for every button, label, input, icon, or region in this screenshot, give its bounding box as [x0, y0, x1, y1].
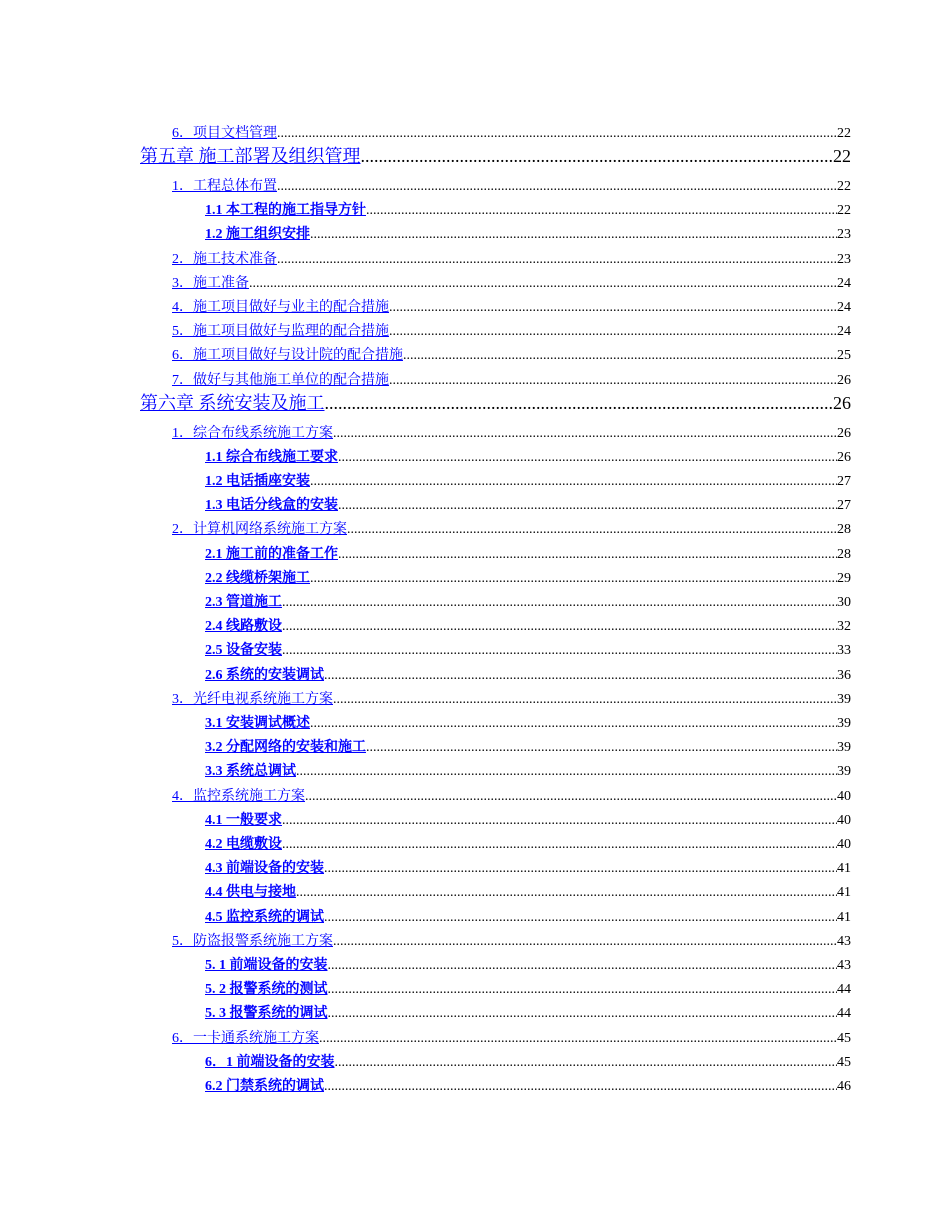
toc-entry[interactable]: [205, 223, 851, 243]
toc-dot-leader: [333, 692, 837, 708]
toc-dot-leader: [282, 595, 837, 611]
toc-page-number: 40: [837, 837, 851, 852]
toc-dot-leader: [277, 179, 837, 195]
toc-page-number: 24: [837, 276, 851, 291]
toc-entry[interactable]: [172, 1027, 851, 1047]
toc-dot-leader: [282, 643, 837, 659]
toc-page-number: 22: [833, 146, 851, 166]
toc-page-number: 43: [837, 934, 851, 949]
toc-entry[interactable]: [172, 296, 851, 316]
toc-page-number: 22: [837, 203, 851, 218]
toc-page-number: 33: [837, 643, 851, 658]
toc-entry[interactable]: [205, 760, 851, 780]
toc-page-number: 39: [837, 764, 851, 779]
toc-dot-leader: [338, 547, 837, 563]
toc-entry-title-link[interactable]: 6.2 门禁系统的调试: [205, 1079, 324, 1094]
toc-entry-title-link[interactable]: 2.1 施工前的准备工作: [205, 547, 338, 562]
toc-dot-leader: [319, 1031, 837, 1047]
toc-entry[interactable]: [172, 272, 851, 292]
toc-chapter-entry[interactable]: [140, 142, 851, 168]
toc-page-number: 23: [837, 252, 851, 267]
toc-entry[interactable]: [205, 954, 851, 974]
toc-entry-title-link[interactable]: 7．做好与其他施工单位的配合措施: [172, 373, 389, 388]
toc-entry-title-link[interactable]: 3．光纤电视系统施工方案: [172, 692, 333, 707]
toc-entry-title-link[interactable]: 5．施工项目做好与监理的配合措施: [172, 324, 389, 339]
toc-page-number: 30: [837, 595, 851, 610]
toc-dot-leader: [324, 910, 837, 926]
toc-page-number: 28: [837, 547, 851, 562]
toc-entry[interactable]: [205, 833, 851, 853]
toc-dot-leader: [249, 276, 837, 292]
toc-entry[interactable]: [172, 175, 851, 195]
toc-dot-leader: [324, 1079, 837, 1095]
toc-entry[interactable]: [172, 122, 851, 142]
toc-entry-title-link[interactable]: 2.4 线路敷设: [205, 619, 282, 634]
toc-entry-title-link[interactable]: 4．监控系统施工方案: [172, 789, 305, 804]
toc-entry[interactable]: [205, 1075, 851, 1095]
toc-dot-leader: [389, 300, 837, 316]
toc-entry[interactable]: [205, 494, 851, 514]
toc-entry[interactable]: [172, 369, 851, 389]
toc-dot-leader: [333, 426, 837, 442]
toc-dot-leader: [282, 837, 837, 853]
toc-dot-leader: [305, 789, 837, 805]
toc-entry-title-link[interactable]: 1.3 电话分线盒的安装: [205, 498, 338, 513]
toc-dot-leader: [328, 958, 838, 974]
toc-page-number: 26: [833, 393, 851, 413]
toc-page-number: 27: [837, 474, 851, 489]
toc-dot-leader: [296, 885, 837, 901]
toc-dot-leader: [389, 373, 837, 389]
toc-entry-title-link[interactable]: 1.1 综合布线施工要求: [205, 450, 338, 465]
toc-page-number: 29: [837, 571, 851, 586]
toc-dot-leader: [335, 1055, 838, 1071]
toc-page-number: 22: [837, 126, 851, 141]
toc-entry[interactable]: [205, 1002, 851, 1022]
toc-entry[interactable]: [172, 320, 851, 340]
toc-dot-leader: [296, 764, 837, 780]
toc-page-number: 24: [837, 300, 851, 315]
toc-dot-leader: [277, 126, 837, 142]
toc-dot-leader: [333, 934, 837, 950]
toc-page-number: 40: [837, 789, 851, 804]
toc-dot-leader: [366, 740, 837, 756]
toc-entry-title-link[interactable]: 1.1 本工程的施工指导方针: [205, 203, 366, 218]
toc-dot-leader: [310, 571, 837, 587]
toc-entry-title-link[interactable]: 1．工程总体布置: [172, 179, 277, 194]
toc-page-number: 41: [837, 861, 851, 876]
toc-entry-title-link[interactable]: 2．计算机网络系统施工方案: [172, 522, 347, 537]
toc-entry-title-link[interactable]: 4.1 一般要求: [205, 813, 282, 828]
toc-entry-title-link[interactable]: 2.2 线缆桥架施工: [205, 571, 310, 586]
toc-page-number: 25: [837, 348, 851, 363]
toc-dot-leader: [328, 1006, 838, 1022]
toc-entry[interactable]: [205, 664, 851, 684]
toc-entry[interactable]: [205, 615, 851, 635]
toc-entry[interactable]: [205, 978, 851, 998]
toc-page-number: 40: [837, 813, 851, 828]
toc-page-number: 46: [837, 1079, 851, 1094]
toc-entry-title-link[interactable]: 1．综合布线系统施工方案: [172, 426, 333, 441]
toc-entry-title-link[interactable]: 2.3 管道施工: [205, 595, 282, 610]
toc-page-number: 32: [837, 619, 851, 634]
toc-entry-title-link[interactable]: 5. 2 报警系统的测试: [205, 982, 328, 997]
toc-entry-title-link[interactable]: 4.3 前端设备的安装: [205, 861, 324, 876]
toc-dot-leader: [389, 324, 837, 340]
toc-entry[interactable]: [205, 736, 851, 756]
toc-entry-title-link[interactable]: 3.2 分配网络的安装和施工: [205, 740, 366, 755]
toc-dot-leader: [310, 227, 837, 243]
toc-entry-title-link[interactable]: 3．施工准备: [172, 276, 249, 291]
toc-dot-leader: [366, 203, 837, 219]
toc-page-number: 26: [837, 426, 851, 441]
toc-page-number: 39: [837, 740, 851, 755]
toc-entry-title-link[interactable]: 4.2 电缆敷设: [205, 837, 282, 852]
toc-entry[interactable]: [172, 930, 851, 950]
toc-entry-title-link[interactable]: 3.3 系统总调试: [205, 764, 296, 779]
toc-page-number: 45: [837, 1055, 851, 1070]
toc-entry-title-link[interactable]: 6．1 前端设备的安装: [205, 1055, 335, 1070]
toc-page-number: 45: [837, 1031, 851, 1046]
toc-page-number: 22: [837, 179, 851, 194]
toc-entry-title-link[interactable]: 5. 3 报警系统的调试: [205, 1006, 328, 1021]
toc-dot-leader: [310, 716, 837, 732]
toc-entry[interactable]: [205, 809, 851, 829]
toc-entry[interactable]: [172, 518, 851, 538]
toc-dot-leader: [403, 348, 837, 364]
toc-entry-title-link[interactable]: 2.6 系统的安装调试: [205, 668, 324, 683]
toc-entry[interactable]: [205, 470, 851, 490]
toc-entry[interactable]: [172, 785, 851, 805]
toc-entry[interactable]: [205, 591, 851, 611]
toc-page-number: 41: [837, 885, 851, 900]
toc-entry[interactable]: [205, 639, 851, 659]
toc-entry[interactable]: [172, 344, 851, 364]
toc-page-number: 44: [837, 1006, 851, 1021]
toc-dot-leader: [328, 982, 838, 998]
toc-page-number: 26: [837, 450, 851, 465]
toc-page-number: 39: [837, 692, 851, 707]
toc-entry[interactable]: [205, 543, 851, 563]
toc-entry-title-link[interactable]: 5. 1 前端设备的安装: [205, 958, 328, 973]
toc-entry-title-link[interactable]: 第六章 系统安装及施工: [140, 393, 325, 413]
toc-dot-leader: [282, 813, 837, 829]
toc-entry[interactable]: [172, 248, 851, 268]
toc-entry[interactable]: [205, 857, 851, 877]
toc-entry-title-link[interactable]: 4.5 监控系统的调试: [205, 910, 324, 925]
toc-page-number: 24: [837, 324, 851, 339]
toc-dot-leader: [310, 474, 837, 490]
toc-dot-leader: [282, 619, 837, 635]
toc-entry-title-link[interactable]: 5．防盗报警系统施工方案: [172, 934, 333, 949]
toc-entry[interactable]: [205, 712, 851, 732]
toc-entry[interactable]: [172, 688, 851, 708]
toc-dot-leader: [324, 668, 837, 684]
toc-entry[interactable]: [205, 199, 851, 219]
toc-dot-leader: [361, 146, 834, 167]
toc-entry[interactable]: [205, 567, 851, 587]
toc-page-number: 36: [837, 668, 851, 683]
toc-entry-title-link[interactable]: 2.5 设备安装: [205, 643, 282, 658]
toc-dot-leader: [347, 522, 837, 538]
toc-dot-leader: [324, 861, 837, 877]
toc-entry[interactable]: [205, 1051, 851, 1071]
toc-entry-title-link[interactable]: 第五章 施工部署及组织管理: [140, 146, 361, 166]
toc-entry-title-link[interactable]: 6．项目文档管理: [172, 126, 277, 141]
toc-entry-title-link[interactable]: 1.2 施工组织安排: [205, 227, 310, 242]
toc-page-number: 26: [837, 373, 851, 388]
toc-page-number: 27: [837, 498, 851, 513]
toc-entry-title-link[interactable]: 6．一卡通系统施工方案: [172, 1031, 319, 1046]
toc-entry[interactable]: [205, 906, 851, 926]
toc-entry-title-link[interactable]: 1.2 电话插座安装: [205, 474, 310, 489]
toc-entry[interactable]: [205, 446, 851, 466]
toc-page-number: 28: [837, 522, 851, 537]
toc-entry[interactable]: [205, 881, 851, 901]
toc-entry-title-link[interactable]: 4．施工项目做好与业主的配合措施: [172, 300, 389, 315]
toc-entry-title-link[interactable]: 3.1 安装调试概述: [205, 716, 310, 731]
toc-page-number: 39: [837, 716, 851, 731]
toc-entry-title-link[interactable]: 6．施工项目做好与设计院的配合措施: [172, 348, 403, 363]
toc-chapter-entry[interactable]: [140, 389, 851, 415]
toc-dot-leader: [277, 252, 837, 268]
toc-page-number: 23: [837, 227, 851, 242]
toc-dot-leader: [338, 450, 837, 466]
toc-page-number: 41: [837, 910, 851, 925]
toc-page-number: 44: [837, 982, 851, 997]
toc-dot-leader: [338, 498, 837, 514]
toc-page-number: 43: [837, 958, 851, 973]
toc-entry-title-link[interactable]: 4.4 供电与接地: [205, 885, 296, 900]
toc-entry-title-link[interactable]: 2．施工技术准备: [172, 252, 277, 267]
toc-dot-leader: [325, 393, 834, 414]
toc-entry[interactable]: [172, 422, 851, 442]
